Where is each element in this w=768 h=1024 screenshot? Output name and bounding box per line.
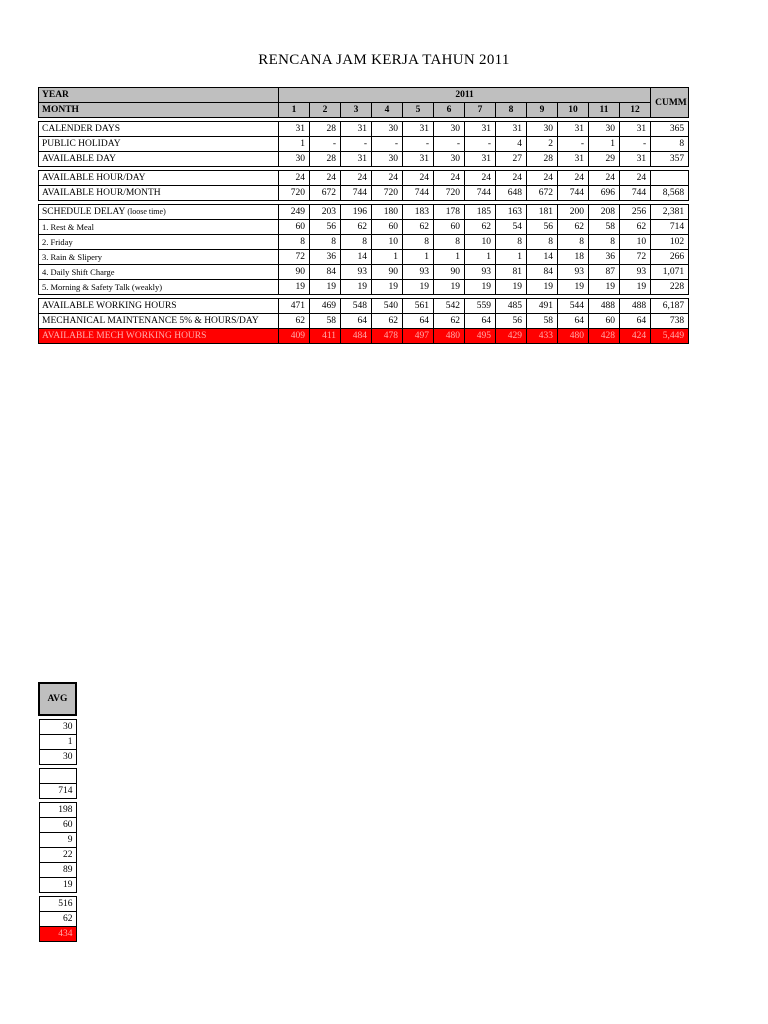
table-row xyxy=(39,250,689,265)
month-value: 8 xyxy=(558,235,589,250)
month-value: 429 xyxy=(496,329,527,344)
month-value: 8 xyxy=(434,235,465,250)
month-value: 744 xyxy=(620,186,651,201)
avg-row xyxy=(39,848,76,863)
month-value: 10 xyxy=(372,235,403,250)
month-value: 720 xyxy=(434,186,465,201)
month-value: 36 xyxy=(310,250,341,265)
month-value: 480 xyxy=(558,329,589,344)
row-label-text: CALENDER DAYS xyxy=(42,124,121,134)
month-value: 495 xyxy=(465,329,496,344)
month-value: 62 xyxy=(279,314,310,329)
month-value: 1 xyxy=(589,137,620,152)
month-value: 58 xyxy=(589,220,620,235)
month-value: 24 xyxy=(496,171,527,186)
cumm-header: CUMM xyxy=(651,88,689,118)
month-value: 8 xyxy=(403,235,434,250)
month-value: 488 xyxy=(620,299,651,314)
table-row xyxy=(39,265,689,280)
month-value: 10 xyxy=(620,235,651,250)
month-value: 60 xyxy=(372,220,403,235)
avg-value: 9 xyxy=(39,833,76,848)
month-header: 11 xyxy=(589,103,620,118)
month-value: 36 xyxy=(589,250,620,265)
month-value: 1 xyxy=(279,137,310,152)
month-value: 433 xyxy=(527,329,558,344)
month-value: 491 xyxy=(527,299,558,314)
table-row xyxy=(39,122,689,137)
row-label xyxy=(39,220,279,235)
month-value: 744 xyxy=(341,186,372,201)
month-value: 19 xyxy=(434,280,465,295)
month-value: 1 xyxy=(403,250,434,265)
month-value: 30 xyxy=(589,122,620,137)
month-value: 90 xyxy=(372,265,403,280)
month-value: 19 xyxy=(620,280,651,295)
month-value: 19 xyxy=(279,280,310,295)
month-value: 93 xyxy=(403,265,434,280)
row-label-text: AVAILABLE DAY xyxy=(42,154,116,164)
month-value: 56 xyxy=(496,314,527,329)
month-value: 31 xyxy=(558,152,589,167)
month-value: 542 xyxy=(434,299,465,314)
month-value: 28 xyxy=(527,152,558,167)
month-value: 30 xyxy=(527,122,558,137)
month-header: 9 xyxy=(527,103,558,118)
month-value: 56 xyxy=(310,220,341,235)
month-value: 8 xyxy=(341,235,372,250)
row-label xyxy=(39,299,279,314)
row-label-text: MECHANICAL MAINTENANCE 5% & HOURS/DAY xyxy=(42,316,259,326)
month-value: 10 xyxy=(465,235,496,250)
month-value: 31 xyxy=(465,122,496,137)
month-header: 5 xyxy=(403,103,434,118)
month-value: 480 xyxy=(434,329,465,344)
cumm-value: 357 xyxy=(651,152,689,167)
year-label: YEAR xyxy=(39,88,279,103)
month-value: 64 xyxy=(620,314,651,329)
month-value: 163 xyxy=(496,205,527,220)
row-label xyxy=(39,122,279,137)
header-row-year xyxy=(39,88,689,103)
avg-row xyxy=(39,735,76,750)
month-value: 19 xyxy=(372,280,403,295)
month-value: 18 xyxy=(558,250,589,265)
month-value: 561 xyxy=(403,299,434,314)
header-row-month xyxy=(39,103,689,118)
avg-table xyxy=(38,682,77,942)
row-label xyxy=(39,171,279,186)
month-value: 31 xyxy=(465,152,496,167)
row-label-text: 1. Rest & Meal xyxy=(42,222,94,232)
month-value: 81 xyxy=(496,265,527,280)
avg-value: 30 xyxy=(39,720,76,735)
row-label-text: AVAILABLE MECH WORKING HOURS xyxy=(42,331,207,341)
row-label xyxy=(39,205,279,220)
month-value: 488 xyxy=(589,299,620,314)
month-header: 3 xyxy=(341,103,372,118)
avg-row xyxy=(39,833,76,848)
row-label-text: SCHEDULE DELAY xyxy=(42,207,126,217)
month-value: 4 xyxy=(496,137,527,152)
table-row xyxy=(39,314,689,329)
row-label xyxy=(39,329,279,344)
month-value: 183 xyxy=(403,205,434,220)
month-value: 185 xyxy=(465,205,496,220)
month-value: 720 xyxy=(372,186,403,201)
avg-row xyxy=(39,769,76,784)
month-value: 31 xyxy=(620,152,651,167)
table-row xyxy=(39,205,689,220)
row-label xyxy=(39,314,279,329)
month-value: 64 xyxy=(465,314,496,329)
cumm-value xyxy=(651,171,689,186)
month-value: 256 xyxy=(620,205,651,220)
month-value: 14 xyxy=(341,250,372,265)
avg-value: 30 xyxy=(39,750,76,765)
avg-value: 19 xyxy=(39,878,76,893)
page-title: RENCANA JAM KERJA TAHUN 2011 xyxy=(258,52,510,68)
month-value: 30 xyxy=(372,122,403,137)
avg-value: 198 xyxy=(39,803,76,818)
month-value: 31 xyxy=(496,122,527,137)
month-value: 24 xyxy=(465,171,496,186)
row-label-text: 4. Daily Shift Charge xyxy=(42,267,115,277)
month-value: 62 xyxy=(434,314,465,329)
month-value: 648 xyxy=(496,186,527,201)
avg-value: 22 xyxy=(39,848,76,863)
month-value: 424 xyxy=(620,329,651,344)
month-value: 469 xyxy=(310,299,341,314)
year-value: 2011 xyxy=(279,88,651,103)
month-value: 30 xyxy=(434,152,465,167)
avg-row xyxy=(39,878,76,893)
month-value: 19 xyxy=(310,280,341,295)
month-value: 19 xyxy=(496,280,527,295)
month-header: 6 xyxy=(434,103,465,118)
cumm-value: 102 xyxy=(651,235,689,250)
month-value: 1 xyxy=(465,250,496,265)
month-value: 471 xyxy=(279,299,310,314)
cumm-value: 1,071 xyxy=(651,265,689,280)
month-value: 19 xyxy=(527,280,558,295)
month-value: 24 xyxy=(403,171,434,186)
month-value: 24 xyxy=(527,171,558,186)
avg-row xyxy=(39,818,76,833)
month-value: 24 xyxy=(620,171,651,186)
avg-value: 62 xyxy=(39,912,76,927)
month-value: 411 xyxy=(310,329,341,344)
cumm-value: 266 xyxy=(651,250,689,265)
cumm-value: 228 xyxy=(651,280,689,295)
month-header: 10 xyxy=(558,103,589,118)
avg-value: 714 xyxy=(39,784,76,799)
month-value: - xyxy=(620,137,651,152)
month-value: 31 xyxy=(279,122,310,137)
table-row xyxy=(39,186,689,201)
table-row xyxy=(39,329,689,344)
month-value: 19 xyxy=(589,280,620,295)
month-value: - xyxy=(465,137,496,152)
month-value: 60 xyxy=(434,220,465,235)
avg-value: 89 xyxy=(39,863,76,878)
month-value: 27 xyxy=(496,152,527,167)
month-value: 181 xyxy=(527,205,558,220)
month-value: 497 xyxy=(403,329,434,344)
month-header: 8 xyxy=(496,103,527,118)
month-value: 62 xyxy=(465,220,496,235)
cumm-value: 6,187 xyxy=(651,299,689,314)
row-label xyxy=(39,250,279,265)
month-value: 30 xyxy=(434,122,465,137)
row-label-text: 5. Morning & Safety Talk (weakly) xyxy=(42,282,163,292)
month-header: 12 xyxy=(620,103,651,118)
cumm-value: 8,568 xyxy=(651,186,689,201)
row-label-text: AVAILABLE HOUR/DAY xyxy=(42,173,146,183)
row-label-text: PUBLIC HOLIDAY xyxy=(42,139,121,149)
month-value: 58 xyxy=(310,314,341,329)
month-value: 28 xyxy=(310,122,341,137)
month-value: 8 xyxy=(589,235,620,250)
avg-value: 434 xyxy=(39,927,76,942)
row-label-text: AVAILABLE WORKING HOURS xyxy=(42,301,177,311)
month-value: 93 xyxy=(558,265,589,280)
month-value: 744 xyxy=(465,186,496,201)
month-value: 720 xyxy=(279,186,310,201)
month-value: 64 xyxy=(341,314,372,329)
month-value: 672 xyxy=(310,186,341,201)
month-header: 1 xyxy=(279,103,310,118)
avg-row xyxy=(39,750,76,765)
month-value: 29 xyxy=(589,152,620,167)
month-value: 60 xyxy=(279,220,310,235)
work-hours-table xyxy=(38,87,689,344)
month-value: 54 xyxy=(496,220,527,235)
month-value: 31 xyxy=(341,152,372,167)
avg-value: 1 xyxy=(39,735,76,750)
row-label-text: 3. Rain & Slipery xyxy=(42,252,102,262)
month-value: 8 xyxy=(496,235,527,250)
row-label xyxy=(39,186,279,201)
month-value: 24 xyxy=(310,171,341,186)
month-value: 90 xyxy=(279,265,310,280)
month-value: 559 xyxy=(465,299,496,314)
month-value: 62 xyxy=(558,220,589,235)
month-value: 93 xyxy=(341,265,372,280)
table-row xyxy=(39,280,689,295)
month-value: 31 xyxy=(403,152,434,167)
month-value: 93 xyxy=(620,265,651,280)
month-value: - xyxy=(341,137,372,152)
row-label-text: 2. Friday xyxy=(42,237,73,247)
month-value: 90 xyxy=(434,265,465,280)
month-value: 1 xyxy=(372,250,403,265)
avg-value: 60 xyxy=(39,818,76,833)
table-row xyxy=(39,220,689,235)
month-value: 208 xyxy=(589,205,620,220)
month-value: 180 xyxy=(372,205,403,220)
month-value: 24 xyxy=(341,171,372,186)
month-value: 31 xyxy=(620,122,651,137)
month-header: 2 xyxy=(310,103,341,118)
row-label-text: AVAILABLE HOUR/MONTH xyxy=(42,188,161,198)
month-value: 478 xyxy=(372,329,403,344)
month-header: 7 xyxy=(465,103,496,118)
cumm-value: 2,381 xyxy=(651,205,689,220)
month-value: 544 xyxy=(558,299,589,314)
row-label xyxy=(39,280,279,295)
month-value: 87 xyxy=(589,265,620,280)
month-value: 64 xyxy=(558,314,589,329)
avg-row xyxy=(39,897,76,912)
month-value: 409 xyxy=(279,329,310,344)
avg-header: AVG xyxy=(39,683,76,715)
avg-value: 516 xyxy=(39,897,76,912)
month-value: 203 xyxy=(310,205,341,220)
avg-row xyxy=(39,803,76,818)
table-row xyxy=(39,152,689,167)
month-value: 58 xyxy=(527,314,558,329)
month-value: - xyxy=(403,137,434,152)
month-value: 2 xyxy=(527,137,558,152)
month-value: 744 xyxy=(403,186,434,201)
table-row xyxy=(39,137,689,152)
month-value: 72 xyxy=(279,250,310,265)
month-value: 178 xyxy=(434,205,465,220)
cumm-value: 8 xyxy=(651,137,689,152)
month-value: 64 xyxy=(403,314,434,329)
month-value: 24 xyxy=(434,171,465,186)
table-row xyxy=(39,171,689,186)
month-value: 31 xyxy=(341,122,372,137)
month-value: 672 xyxy=(527,186,558,201)
month-value: 540 xyxy=(372,299,403,314)
month-value: 56 xyxy=(527,220,558,235)
month-value: 62 xyxy=(372,314,403,329)
month-value: - xyxy=(372,137,403,152)
month-value: 24 xyxy=(372,171,403,186)
month-value: 8 xyxy=(527,235,558,250)
month-value: - xyxy=(558,137,589,152)
cumm-value: 714 xyxy=(651,220,689,235)
month-value: 744 xyxy=(558,186,589,201)
avg-value xyxy=(39,769,76,784)
month-value: - xyxy=(310,137,341,152)
month-value: 30 xyxy=(372,152,403,167)
month-value: 1 xyxy=(496,250,527,265)
month-value: 62 xyxy=(341,220,372,235)
month-label: MONTH xyxy=(39,103,279,118)
avg-row xyxy=(39,784,76,799)
cumm-value: 738 xyxy=(651,314,689,329)
month-value: 28 xyxy=(310,152,341,167)
month-value: 31 xyxy=(403,122,434,137)
cumm-value: 5,449 xyxy=(651,329,689,344)
month-value: 1 xyxy=(434,250,465,265)
month-value: 428 xyxy=(589,329,620,344)
month-value: 8 xyxy=(310,235,341,250)
month-value: 14 xyxy=(527,250,558,265)
row-label xyxy=(39,235,279,250)
month-value: 485 xyxy=(496,299,527,314)
cumm-value: 365 xyxy=(651,122,689,137)
row-label xyxy=(39,152,279,167)
month-value: 19 xyxy=(341,280,372,295)
avg-row xyxy=(39,927,76,942)
row-label xyxy=(39,265,279,280)
month-value: - xyxy=(434,137,465,152)
month-value: 19 xyxy=(403,280,434,295)
row-label xyxy=(39,137,279,152)
month-value: 24 xyxy=(558,171,589,186)
month-value: 249 xyxy=(279,205,310,220)
month-value: 19 xyxy=(465,280,496,295)
row-label-suffix: (loose time) xyxy=(125,207,166,216)
month-value: 696 xyxy=(589,186,620,201)
month-header: 4 xyxy=(372,103,403,118)
month-value: 62 xyxy=(620,220,651,235)
avg-row xyxy=(39,720,76,735)
month-value: 84 xyxy=(310,265,341,280)
month-value: 196 xyxy=(341,205,372,220)
month-value: 200 xyxy=(558,205,589,220)
avg-row xyxy=(39,863,76,878)
month-value: 62 xyxy=(403,220,434,235)
month-value: 30 xyxy=(279,152,310,167)
avg-row xyxy=(39,912,76,927)
month-value: 93 xyxy=(465,265,496,280)
month-value: 8 xyxy=(279,235,310,250)
month-value: 548 xyxy=(341,299,372,314)
month-value: 60 xyxy=(589,314,620,329)
table-row xyxy=(39,235,689,250)
month-value: 72 xyxy=(620,250,651,265)
month-value: 24 xyxy=(279,171,310,186)
month-value: 31 xyxy=(558,122,589,137)
month-value: 484 xyxy=(341,329,372,344)
month-value: 84 xyxy=(527,265,558,280)
table-row xyxy=(39,299,689,314)
month-value: 24 xyxy=(589,171,620,186)
month-value: 19 xyxy=(558,280,589,295)
